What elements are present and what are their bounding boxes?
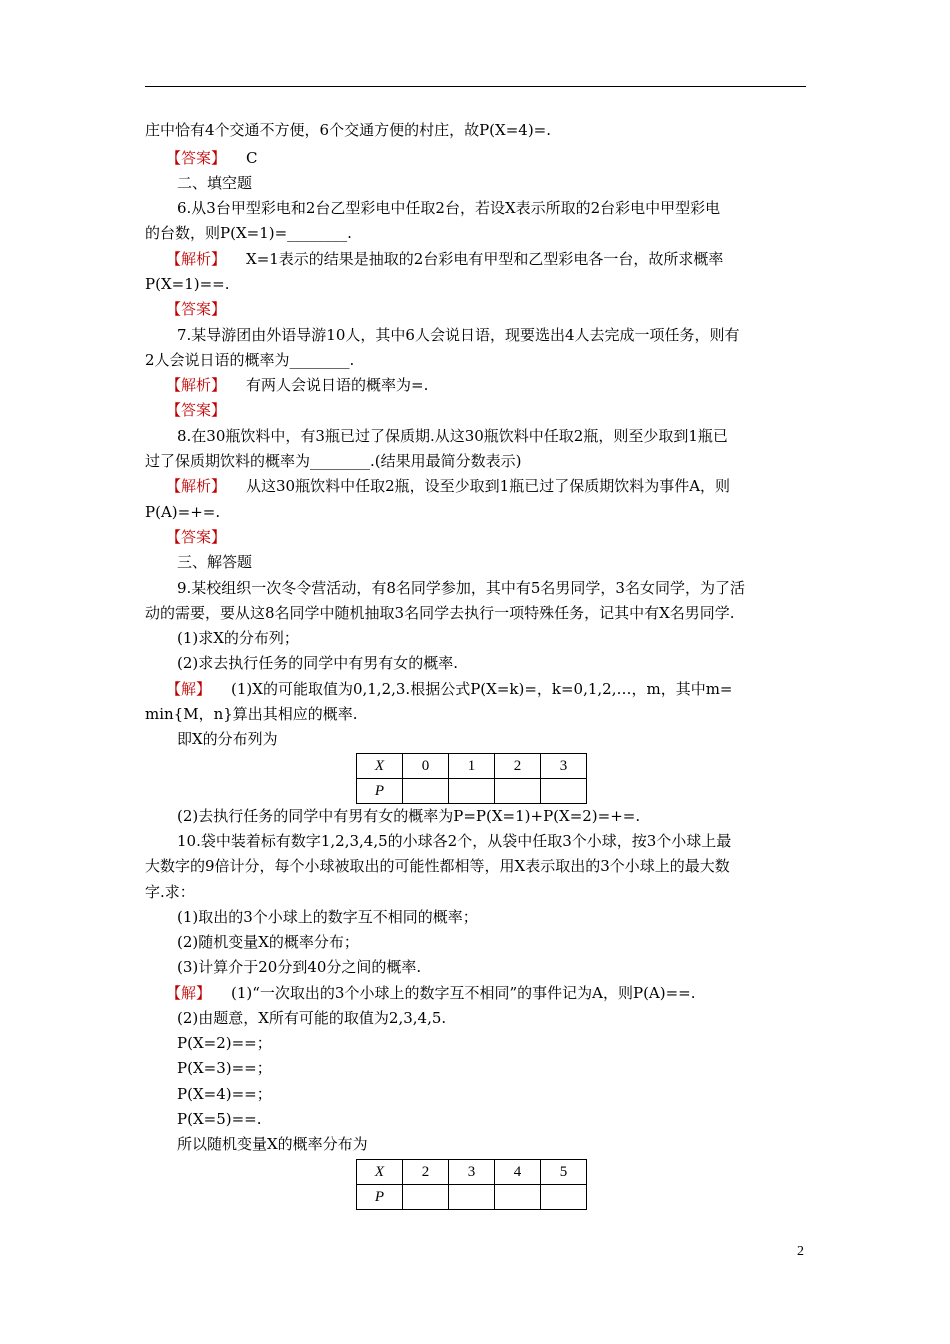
solution-text: (1)“一次取出的3个小球上的数字互不相同”的事件记为A，则P(A)==.: [231, 984, 696, 1002]
table-cell: 4: [495, 1160, 541, 1185]
header-rule: [145, 86, 806, 87]
question-text: (1)取出的3个小球上的数字互不相同的概率；: [177, 908, 478, 926]
question-text: (2)随机变量X的概率分布；: [177, 933, 359, 951]
analysis-text: P(X=1)==.: [145, 275, 230, 293]
table-cell: [495, 1185, 541, 1210]
analysis-text: 有两人会说日语的概率为=.: [246, 376, 429, 394]
solution-tag: 【解】: [166, 680, 212, 698]
table-row: [357, 779, 587, 804]
solution-text: min{M，n}算出其相应的概率.: [145, 705, 358, 723]
table-cell: [495, 779, 541, 804]
text-line: 庄中恰有4个交通不方便，6个交通方便的村庄，故P(X=4)=.: [145, 121, 552, 139]
table-row: [357, 1185, 587, 1210]
answer-line: [166, 148, 258, 168]
distribution-table: [356, 1159, 587, 1210]
solution-text: P(X=4)==；: [177, 1085, 272, 1103]
table-cell: [403, 779, 449, 804]
table-cell: P: [357, 779, 403, 804]
question-text: 字.求：: [145, 883, 195, 901]
solution-text: (2)由题意，X所有可能的取值为2,3,4,5.: [177, 1009, 447, 1027]
analysis-tag: 【解析】: [166, 250, 227, 268]
table-cell: X: [357, 754, 403, 779]
table-row: [357, 1160, 587, 1185]
table-cell: [403, 1185, 449, 1210]
question-text: 动的需要，要从这8名同学中随机抽取3名同学去执行一项特殊任务，记其中有X名男同学.: [145, 604, 735, 622]
question-text: 10.袋中装着标有数字1,2,3,4,5的小球各2个，从袋中任取3个小球，按3个小球上最: [177, 832, 732, 850]
answer-tag: 【答案】: [166, 528, 227, 546]
solution-text: P(X=5)==.: [177, 1110, 262, 1128]
analysis-text: P(A)=+=.: [145, 503, 221, 521]
solution-text: (2)去执行任务的同学中有男有女的概率为P=P(X=1)+P(X=2)=+=.: [177, 807, 641, 825]
table-cell: 3: [541, 754, 587, 779]
analysis-tag: 【解析】: [166, 477, 227, 495]
solution-line: [166, 983, 696, 1003]
analysis-line: [166, 375, 428, 395]
section-heading: 三、解答题: [177, 553, 253, 571]
question-text: 8.在30瓶饮料中，有3瓶已过了保质期.从这30瓶饮料中任取2瓶，则至少取到1瓶已: [177, 427, 728, 445]
solution-text: 所以随机变量X的概率分布为: [177, 1135, 368, 1153]
analysis-text: X=1表示的结果是抽取的2台彩电有甲型和乙型彩电各一台，故所求概率: [246, 250, 724, 268]
question-text: 过了保质期饮料的概率为________.(结果用最简分数表示): [145, 452, 522, 470]
table-cell: [449, 1185, 495, 1210]
answer-line: [166, 299, 226, 319]
table-cell: P: [357, 1185, 403, 1210]
question-text: 2人会说日语的概率为________.: [145, 351, 355, 369]
table-cell: 3: [449, 1160, 495, 1185]
solution-text: P(X=2)==；: [177, 1034, 272, 1052]
table-cell: 5: [541, 1160, 587, 1185]
question-text: (2)求去执行任务的同学中有男有女的概率.: [177, 654, 459, 672]
solution-text: 即X的分布列为: [177, 730, 278, 748]
answer-tag: 【答案】: [166, 149, 227, 167]
question-text: 的台数，则P(X=1)=________.: [145, 224, 352, 242]
answer-line: [166, 527, 226, 547]
solution-line: [166, 679, 733, 699]
question-text: 9.某校组织一次冬令营活动，有8名同学参加，其中有5名男同学，3名女同学，为了活: [177, 579, 745, 597]
table-row: [357, 754, 587, 779]
question-text: 大数字的9倍计分，每个小球被取出的可能性都相等，用X表示取出的3个小球上的最大数: [145, 857, 730, 875]
solution-text: P(X=3)==；: [177, 1059, 272, 1077]
distribution-table: [356, 753, 587, 804]
analysis-line: [166, 476, 730, 496]
answer-line: [166, 400, 226, 420]
table-cell: X: [357, 1160, 403, 1185]
table-cell: [541, 1185, 587, 1210]
answer-value: C: [246, 149, 258, 167]
table-cell: [449, 779, 495, 804]
question-text: 6.从3台甲型彩电和2台乙型彩电中任取2台，若设X表示所取的2台彩电中甲型彩电: [177, 199, 721, 217]
table-cell: [541, 779, 587, 804]
section-heading: 二、填空题: [177, 174, 253, 192]
question-text: (1)求X的分布列；: [177, 629, 299, 647]
solution-text: (1)X的可能取值为0,1,2,3.根据公式P(X=k)=，k=0,1,2,…，m，其中m=: [231, 680, 733, 698]
question-text: 7.某导游团由外语导游10人，其中6人会说日语，现要选出4人去完成一项任务，则有: [177, 326, 740, 344]
solution-tag: 【解】: [166, 984, 212, 1002]
table-cell: 2: [495, 754, 541, 779]
table-cell: 2: [403, 1160, 449, 1185]
table-cell: 0: [403, 754, 449, 779]
page-number: 2: [797, 1244, 804, 1259]
answer-tag: 【答案】: [166, 300, 227, 318]
table-cell: 1: [449, 754, 495, 779]
analysis-text: 从这30瓶饮料中任取2瓶，设至少取到1瓶已过了保质期饮料为事件A，则: [246, 477, 731, 495]
analysis-tag: 【解析】: [166, 376, 227, 394]
question-text: (3)计算介于20分到40分之间的概率.: [177, 958, 422, 976]
answer-tag: 【答案】: [166, 401, 227, 419]
analysis-line: [166, 249, 723, 269]
